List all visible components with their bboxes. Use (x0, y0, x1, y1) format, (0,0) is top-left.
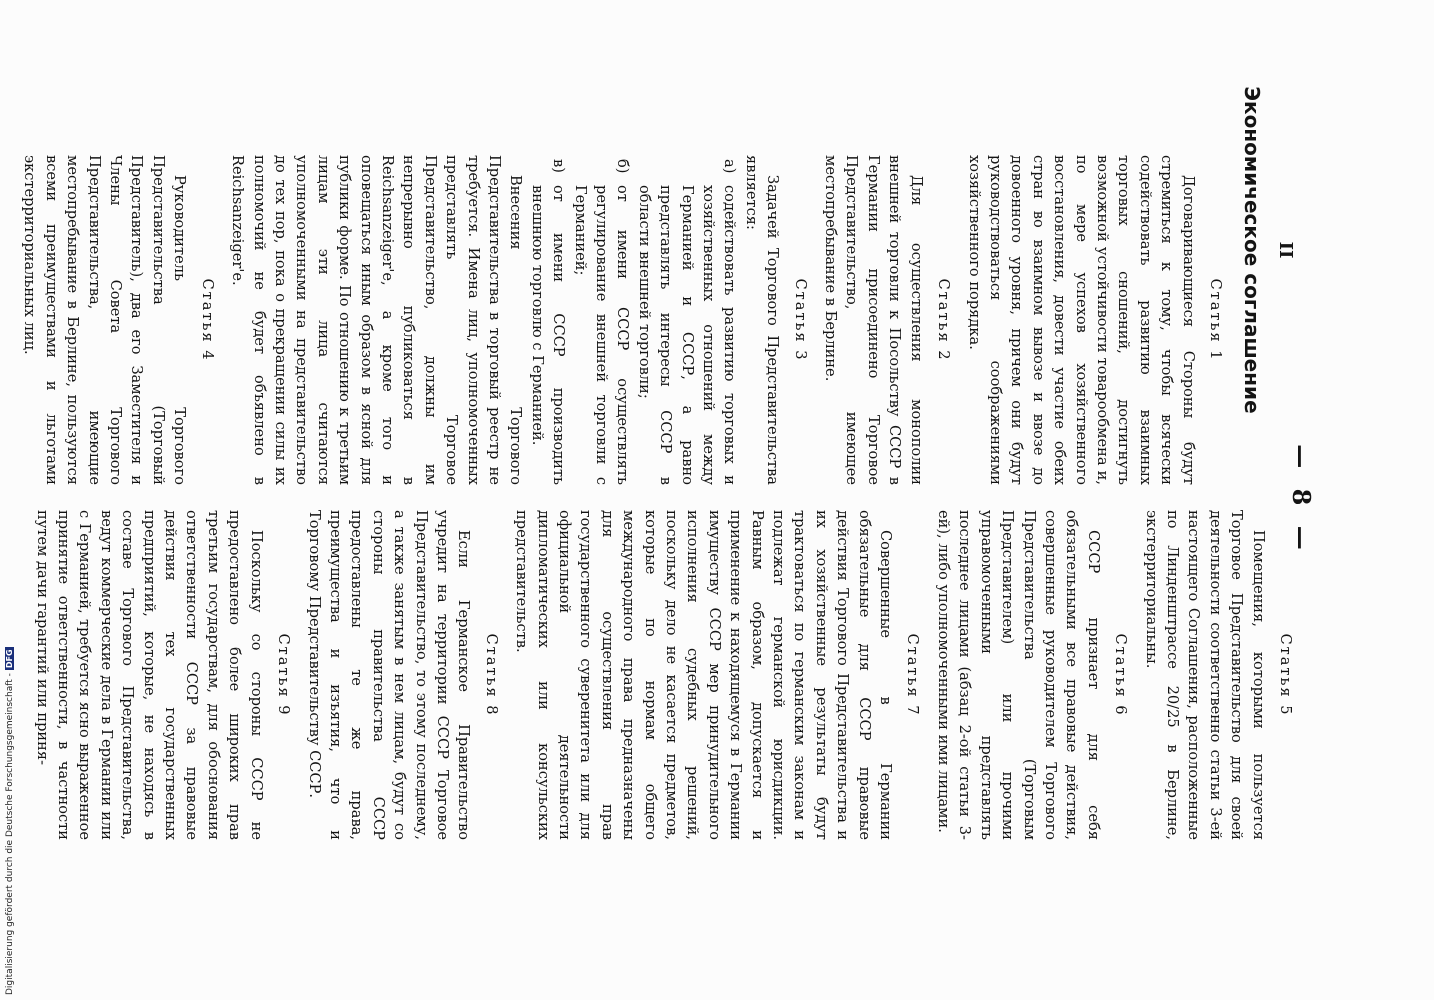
digitization-note-text: Digitalisierung gefördert durch die Deutsche Forschungsgemeinschaft - (5, 673, 15, 995)
list-item-marker: б) (614, 159, 632, 174)
list-item-marker: в) (550, 159, 568, 173)
list-item-text: от имени СССР осуществлять регулирование внешней торговли с Германией; (571, 185, 632, 485)
paragraph: Поскольку со стороны СССР не предоставлено более широких прав третьим государствам, для обоснования ответственности СССР за правовые действия тех государственных предприятий, которые, не находясь в составе Торгового Представительства, ведут коммерческие дела в Германии или с Германией, требуется ясно выраженное принятие ответственности, в частности путем дачи гарантий или приня- (33, 510, 265, 840)
article-heading: Статья 5 (1277, 633, 1294, 717)
digitization-note (5, 647, 15, 995)
article-heading: Статья 1 (1207, 278, 1224, 362)
paragraph: Задачей Торгового Представительства является: (742, 155, 782, 485)
article-heading: Статья 7 (904, 633, 922, 717)
article-heading: Статья 3 (791, 278, 809, 362)
list-item-text: от имени СССР производить внешнюю торговлю с Германией. (528, 185, 568, 485)
paragraph: Совершенные в Германии обязательные для СССР правовые действия Торгового Представительства и их хозяйственные результаты будут трактоваться по германским законам и подлежат германской юрисдикции. Равным образом, допускается и применение к находящемуся в Германии имуществу СССР мер принудительного исполнения судебных решений, поскольку дело не касается предметов, которые по нормам общего международного права предназначены для осуществления прав государственного суверенитета или для официальной деятельности дипломатических или консульских представительств. (513, 510, 895, 840)
article-heading: Статья 2 (935, 278, 953, 362)
article-heading: Статья 6 (1112, 633, 1130, 717)
paragraph: Договаривающиеся Стороны будут стремиться к тому, чтобы всячески содействовать развитию взаимных торговых сношений, достигнуть возможной устойчивости товарообмена и, по мере успехов хозяйственного восстановления, довести участие обеих стран во взаимном вывозе и ввозе до довоенного уровня, причем они будут руководствоваться соображениями хозяйственного порядка. (965, 155, 1197, 485)
left-column (19, 155, 1226, 485)
list-item (569, 155, 633, 485)
paragraph: Если Германское Правительство учредит на территории СССР Торговое Представительство, то этому последнему, а также занятым в нем лицам, будут со стороны правительства СССР предоставлены те же права, преимущества и изъятия, что и Торговому Представительству СССР. (305, 510, 473, 840)
paragraph: Внесения Торгового Представительства в торговый реестр не требуется. Имена лиц, уполномоченных представлять Торговое Представительство, должны им непрерывно публиковаться в Reichsanzeiger'е, а кроме того и оповещаться иным образом в ясной для публики форме. По отношению к третьим лицам эти лица считаются уполномоченными на представительство до тех пор, пока о прекращении силы их полномочий не будет объявлено в Reichsanzeiger'е. (229, 155, 525, 485)
list-item-text: содействовать развитию торговых и хозяйственных отношений между Германией и СССР, а равно представлять интересы СССР в области внешней торговли; (635, 185, 739, 485)
section-title: Экономическое соглашение (1240, 86, 1264, 414)
paragraph: Руководитель Торгового Представительства (Торговый Представитель), два его Заместителя и Члены Совета Торгового Представительства, имеющие местопребывание в Берлине, пользуются всеми преимуществами и льготами экстерриториальных лиц. (21, 155, 189, 485)
article-heading: Статья 9 (275, 633, 293, 717)
paragraph: СССР признает для себя обязательными все правовые действия, совершенные руководителем Торгового Представительства (Торговым Представителем) или прочими управомоченными представлять последнее лицами (абзац 2-ой статьи 3-ей), либо уполномоченными ими лицами. (934, 510, 1102, 840)
list-item-marker: а) (721, 159, 739, 174)
dfg-logo: DFG (5, 649, 14, 669)
article-heading: Статья 4 (198, 278, 216, 362)
page-number: — 8 — (1287, 444, 1316, 556)
list-item (633, 155, 740, 485)
article-heading: Статья 8 (482, 633, 500, 717)
right-column (31, 510, 1296, 840)
list-item (526, 155, 569, 485)
paragraph: Для осуществления монополии внешней торговли к Посольству СССР в Германии присоединено Торговое Представительство, имеющее местопребывание в Берлине. (822, 155, 925, 485)
section-number: II (1275, 241, 1296, 259)
paragraph: Помещения, которыми пользуется Торговое Представительство для своей деятельности соответственно статьи 3-ей настоящего Соглашения, расположенные по Линденштрассе 20/25 в Берлине, экстерриториальны. (1142, 510, 1267, 840)
